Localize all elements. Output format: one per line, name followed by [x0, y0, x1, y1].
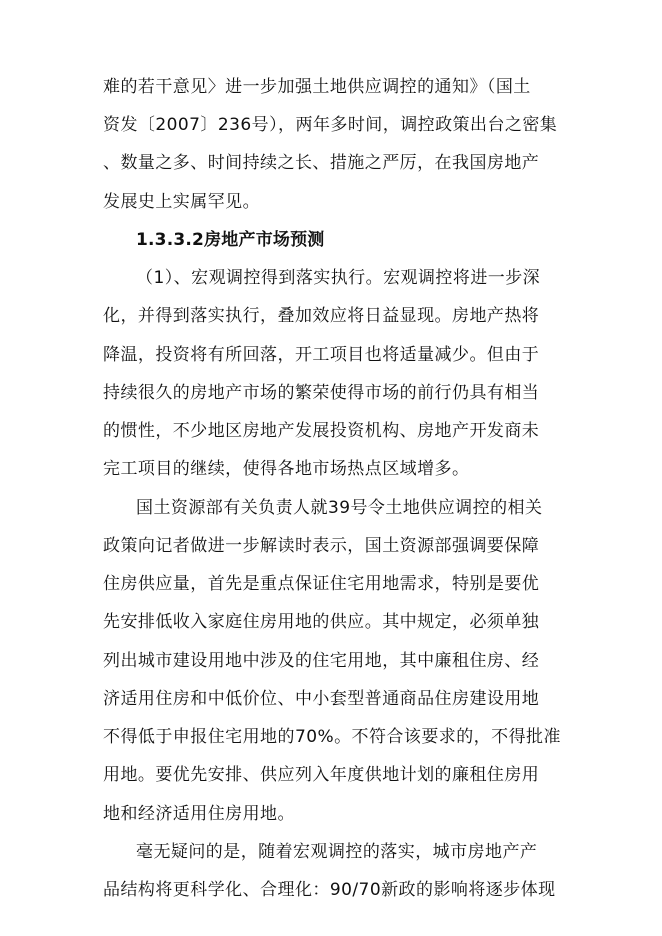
paragraph-3-line-6: 济适用住房和中低价位、中小套型普通商品住房建设用地 — [103, 689, 540, 709]
paragraph-1-line-1: 难的若干意见〉进一步加强土地供应调控的通知》（国土 — [103, 77, 531, 97]
paragraph-3-line-7: 不得低于申报住宅用地的70%。不符合该要求的，不得批准 — [103, 727, 561, 747]
paragraph-2-line-4: 持续很久的房地产市场的繁荣使得市场的前行仍具有相当 — [103, 383, 540, 403]
paragraph-2-line-2: 化，并得到落实执行，叠加效应将日益显现。房地产热将 — [103, 306, 540, 326]
paragraph-3-line-9: 地和经济适用住房用地。 — [103, 804, 295, 824]
paragraph-2-line-3: 降温，投资将有所回落，开工项目也将适量减少。但由于 — [103, 345, 540, 365]
paragraph-4-line-1: 毫无疑问的是，随着宏观调控的落实，城市房地产产 — [136, 842, 538, 862]
paragraph-3-line-4: 先安排低收入家庭住房用地的供应。其中规定，必须单独 — [103, 612, 540, 632]
paragraph-3-line-8: 用地。要优先安排、供应列入年度供地计划的廉租住房用 — [103, 765, 540, 785]
paragraph-3-line-3: 住房供应量，首先是重点保证住宅用地需求，特别是要优 — [103, 574, 540, 594]
paragraph-3-line-2: 政策向记者做进一步解读时表示，国土资源部强调要保障 — [103, 536, 540, 556]
paragraph-3-line-1: 国土资源部有关负责人就39号令土地供应调控的相关 — [136, 498, 543, 518]
paragraph-4-line-2: 品结构将更科学化、合理化：90/70新政的影响将逐步体现 — [103, 880, 556, 900]
paragraph-3-line-5: 列出城市建设用地中涉及的住宅用地，其中廉租住房、经 — [103, 651, 540, 671]
paragraph-1-line-3: 、数量之多、时间持续之长、措施之严厉，在我国房地产 — [103, 153, 540, 173]
paragraph-2-line-5: 的惯性，不少地区房地产发展投资机构、房地产开发商未 — [103, 421, 540, 441]
paragraph-1-line-2: 资发〔2007〕236号），两年多时间，调控政策出台之密集 — [103, 115, 558, 135]
section-heading: 1.3.3.2房地产市场预测 — [136, 230, 325, 250]
paragraph-2-line-1: （1）、宏观调控得到落实执行。宏观调控将进一步深 — [136, 268, 541, 288]
paragraph-1-line-4: 发展史上实属罕见。 — [103, 192, 261, 212]
paragraph-2-line-6: 完工项目的继续，使得各地市场热点区域增多。 — [103, 459, 470, 479]
